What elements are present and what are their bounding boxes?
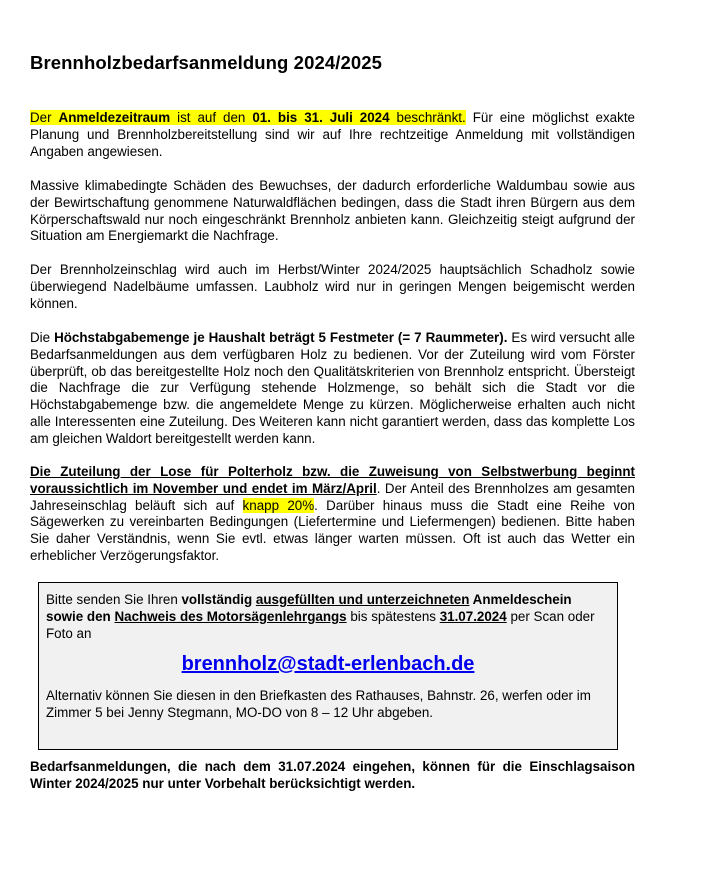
max-quantity-text: Höchstabgabemenge je Haushalt beträgt 5 Festmeter (= 7 Raummeter). xyxy=(54,330,508,345)
page-title: Brennholzbedarfsanmeldung 2024/2025 xyxy=(30,52,383,73)
paragraph-registration-period: Der Anmeldezeitraum ist auf den 01. bis 31. Juli 2024 beschränkt. Für eine möglichst exakte Planung und Brennholzbereitstellung sind wir auf Ihre rechtzeitige Anmeldung mit vollständigen Angaben angewiesen. xyxy=(30,110,635,159)
paragraph-timber-type: Der Brennholzeinschlag wird auch im Herbst/Winter 2024/2025 hauptsächlich Schadholz sowie überwiegend Nadelbäume umfassen. Laubholz wird nur in geringen Mengen beigemischt werden können. xyxy=(30,262,635,311)
paragraph-allocation: Die Zuteilung der Lose für Polterholz bzw. die Zuweisung von Selbstwerbung beginnt voraussichtlich im November und endet im März/April. Der Anteil des Brennholzes am gesamten Jahreseinschlag beläuft sich auf knapp 20%. Darüber hinaus muss die Stadt eine Reihe von Sägewerken zu vereinbarten Bedingungen (Liefertermine und Liefermengen) bedienen. Bitte haben Sie daher Verständnis, wenn Sie evtl. etwas länger warten müssen. Oft ist auch das Wetter ein erheblicher Verzögerungsfaktor. xyxy=(30,464,635,563)
highlight-registration: Der Anmeldezeitraum ist auf den 01. bis 31. Juli 2024 beschränkt. xyxy=(30,110,466,125)
email-container xyxy=(46,653,610,676)
footer-notice: Bedarfsanmeldungen, die nach dem 31.07.2024 eingehen, können für die Einschlagsaison Winter 2024/2025 nur unter Vorbehalt berücksichtigt werden. xyxy=(30,759,635,791)
email-link[interactable]: brennholz@stadt-erlenbach.de xyxy=(181,653,475,675)
submission-instructions: Bitte senden Sie Ihren vollständig ausgefüllten und unterzeichneten Anmeldeschein sowie den Nachweis des Motorsägenlehrgangs bis spätestens 31.07.2024 per Scan oder Foto an xyxy=(46,592,595,641)
highlight-percentage: knapp 20% xyxy=(242,497,315,513)
submission-info-box xyxy=(38,582,618,750)
paragraph-climate-damage: Massive klimabedingte Schäden des Bewuchses, der dadurch erforderliche Waldumbau sowie aus der Bewirtschaftung genommene Naturwaldflächen bedingen, dass die Stadt ihren Bürgern aus dem Körperschaftswald nur noch eingeschränkt Brennholz anbieten kann. Gleichzeitig steigt aufgrund der Situation am Energiemarkt die Nachfrage. xyxy=(30,178,635,244)
paragraph-max-quantity: Die Höchstabgabemenge je Haushalt beträgt 5 Festmeter (= 7 Raummeter). Es wird versucht alle Bedarfsanmeldungen aus dem verfügbaren Holz zu bedienen. Vor der Zuteilung wird vom Förster überprüft, ob das bereitgestellte Holz noch den Qualitätskriterien von Brennholz entspricht. Übersteigt die Nachfrage die zur Verfügung stehende Holzmenge, so behält sich die Stadt vor die Höchstabgabemenge bzw. die angemeldete Menge zu kürzen. Möglicherweise erhalten auch nicht alle Interessenten eine Zuteilung. Des Weiteren kann nicht garantiert werden, dass das komplette Los am gleichen Waldort bereitgestellt werden kann. xyxy=(30,330,635,446)
allocation-period-text: Die Zuteilung der Lose für Polterholz bzw. die Zuweisung von Selbstwerbung beginnt voraussichtlich im November und endet im März/April xyxy=(30,464,635,496)
alternative-submission: Alternativ können Sie diesen in den Briefkasten des Rathauses, Bahnstr. 26, werfen oder im Zimmer 5 bei Jenny Stegmann, MO-DO von 8 – 12 Uhr abgeben. xyxy=(46,688,591,720)
